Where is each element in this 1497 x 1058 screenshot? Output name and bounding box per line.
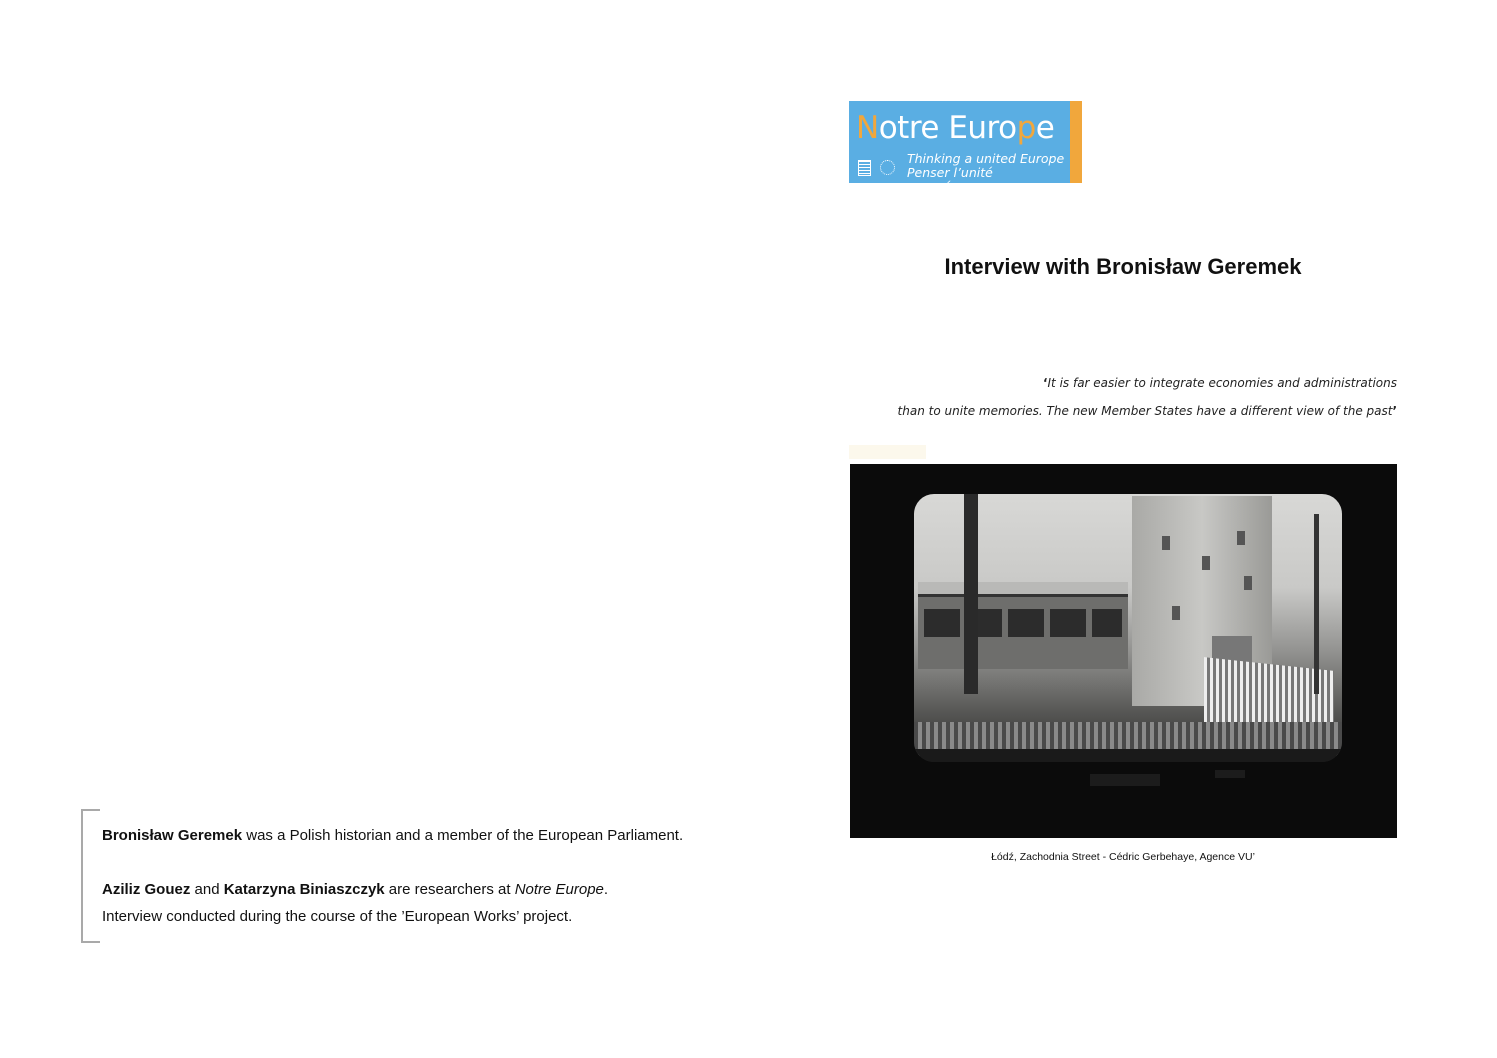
quote-line-1 [877, 369, 1397, 397]
bio-gouez-name: Aziliz Gouez [102, 881, 191, 898]
bio-block [102, 822, 802, 930]
photo-caption: Łódź, Zachodnia Street - Cédric Gerbehaye, Agence VU’ [991, 851, 1255, 863]
bio-paragraph-2 [102, 876, 802, 903]
bio-org-name: Notre Europe [514, 881, 604, 898]
dashboard-detail-2 [1215, 770, 1245, 778]
logo-name-initial: N [856, 110, 879, 146]
logo-tagline [907, 152, 1070, 194]
logo-name-end: e [1035, 110, 1055, 146]
logo-tagline-fr: Penser l’unité européenne [907, 165, 993, 194]
logo-tagline-en: Thinking a united Europe [907, 151, 1065, 166]
quote-line-2 [877, 397, 1397, 425]
logo-accent-bar [1070, 101, 1082, 183]
eu-stars-icon [880, 160, 895, 175]
quote-open-mark: ‘ [1042, 376, 1048, 390]
bio-paragraph-3: Interview conducted during the course of the ’European Works’ project. [102, 908, 573, 925]
tram-window-photo [850, 464, 1397, 838]
faint-highlight [849, 445, 926, 459]
bio-and: and [190, 881, 224, 898]
page-title: Interview with Bronisław Geremek [944, 254, 1302, 279]
logo-name-middle: otre Euro [878, 110, 1017, 146]
bio-paragraph-1 [102, 822, 802, 849]
bio-biniaszczyk-name: Katarzyna Biniaszczyk [223, 881, 385, 898]
window-sill [914, 749, 1342, 762]
car-window [914, 494, 1342, 762]
utility-pole [964, 494, 978, 694]
quote-text-1: It is far easier to integrate economies and administrations [1047, 376, 1397, 390]
bio-geremek-name: Bronisław Geremek [102, 827, 243, 844]
document-icon [858, 160, 871, 176]
logo-name [856, 111, 1054, 145]
bio-period: . [603, 881, 609, 898]
pull-quote [877, 369, 1397, 425]
notre-europe-logo [849, 101, 1070, 194]
logo-name-accent: p [1016, 110, 1036, 146]
street-lamp [1314, 514, 1319, 694]
bio-researchers-text: are researchers at [384, 881, 515, 898]
quote-text-2: than to unite memories. The new Member States have a different view of the past [897, 404, 1393, 418]
bio-geremek-text: was a Polish historian and a member of the European Parliament. [242, 827, 684, 844]
dashboard-detail [1090, 774, 1160, 786]
quote-close-mark: ’ [1392, 404, 1397, 418]
tram [918, 594, 1128, 669]
bio-bracket [81, 809, 100, 943]
